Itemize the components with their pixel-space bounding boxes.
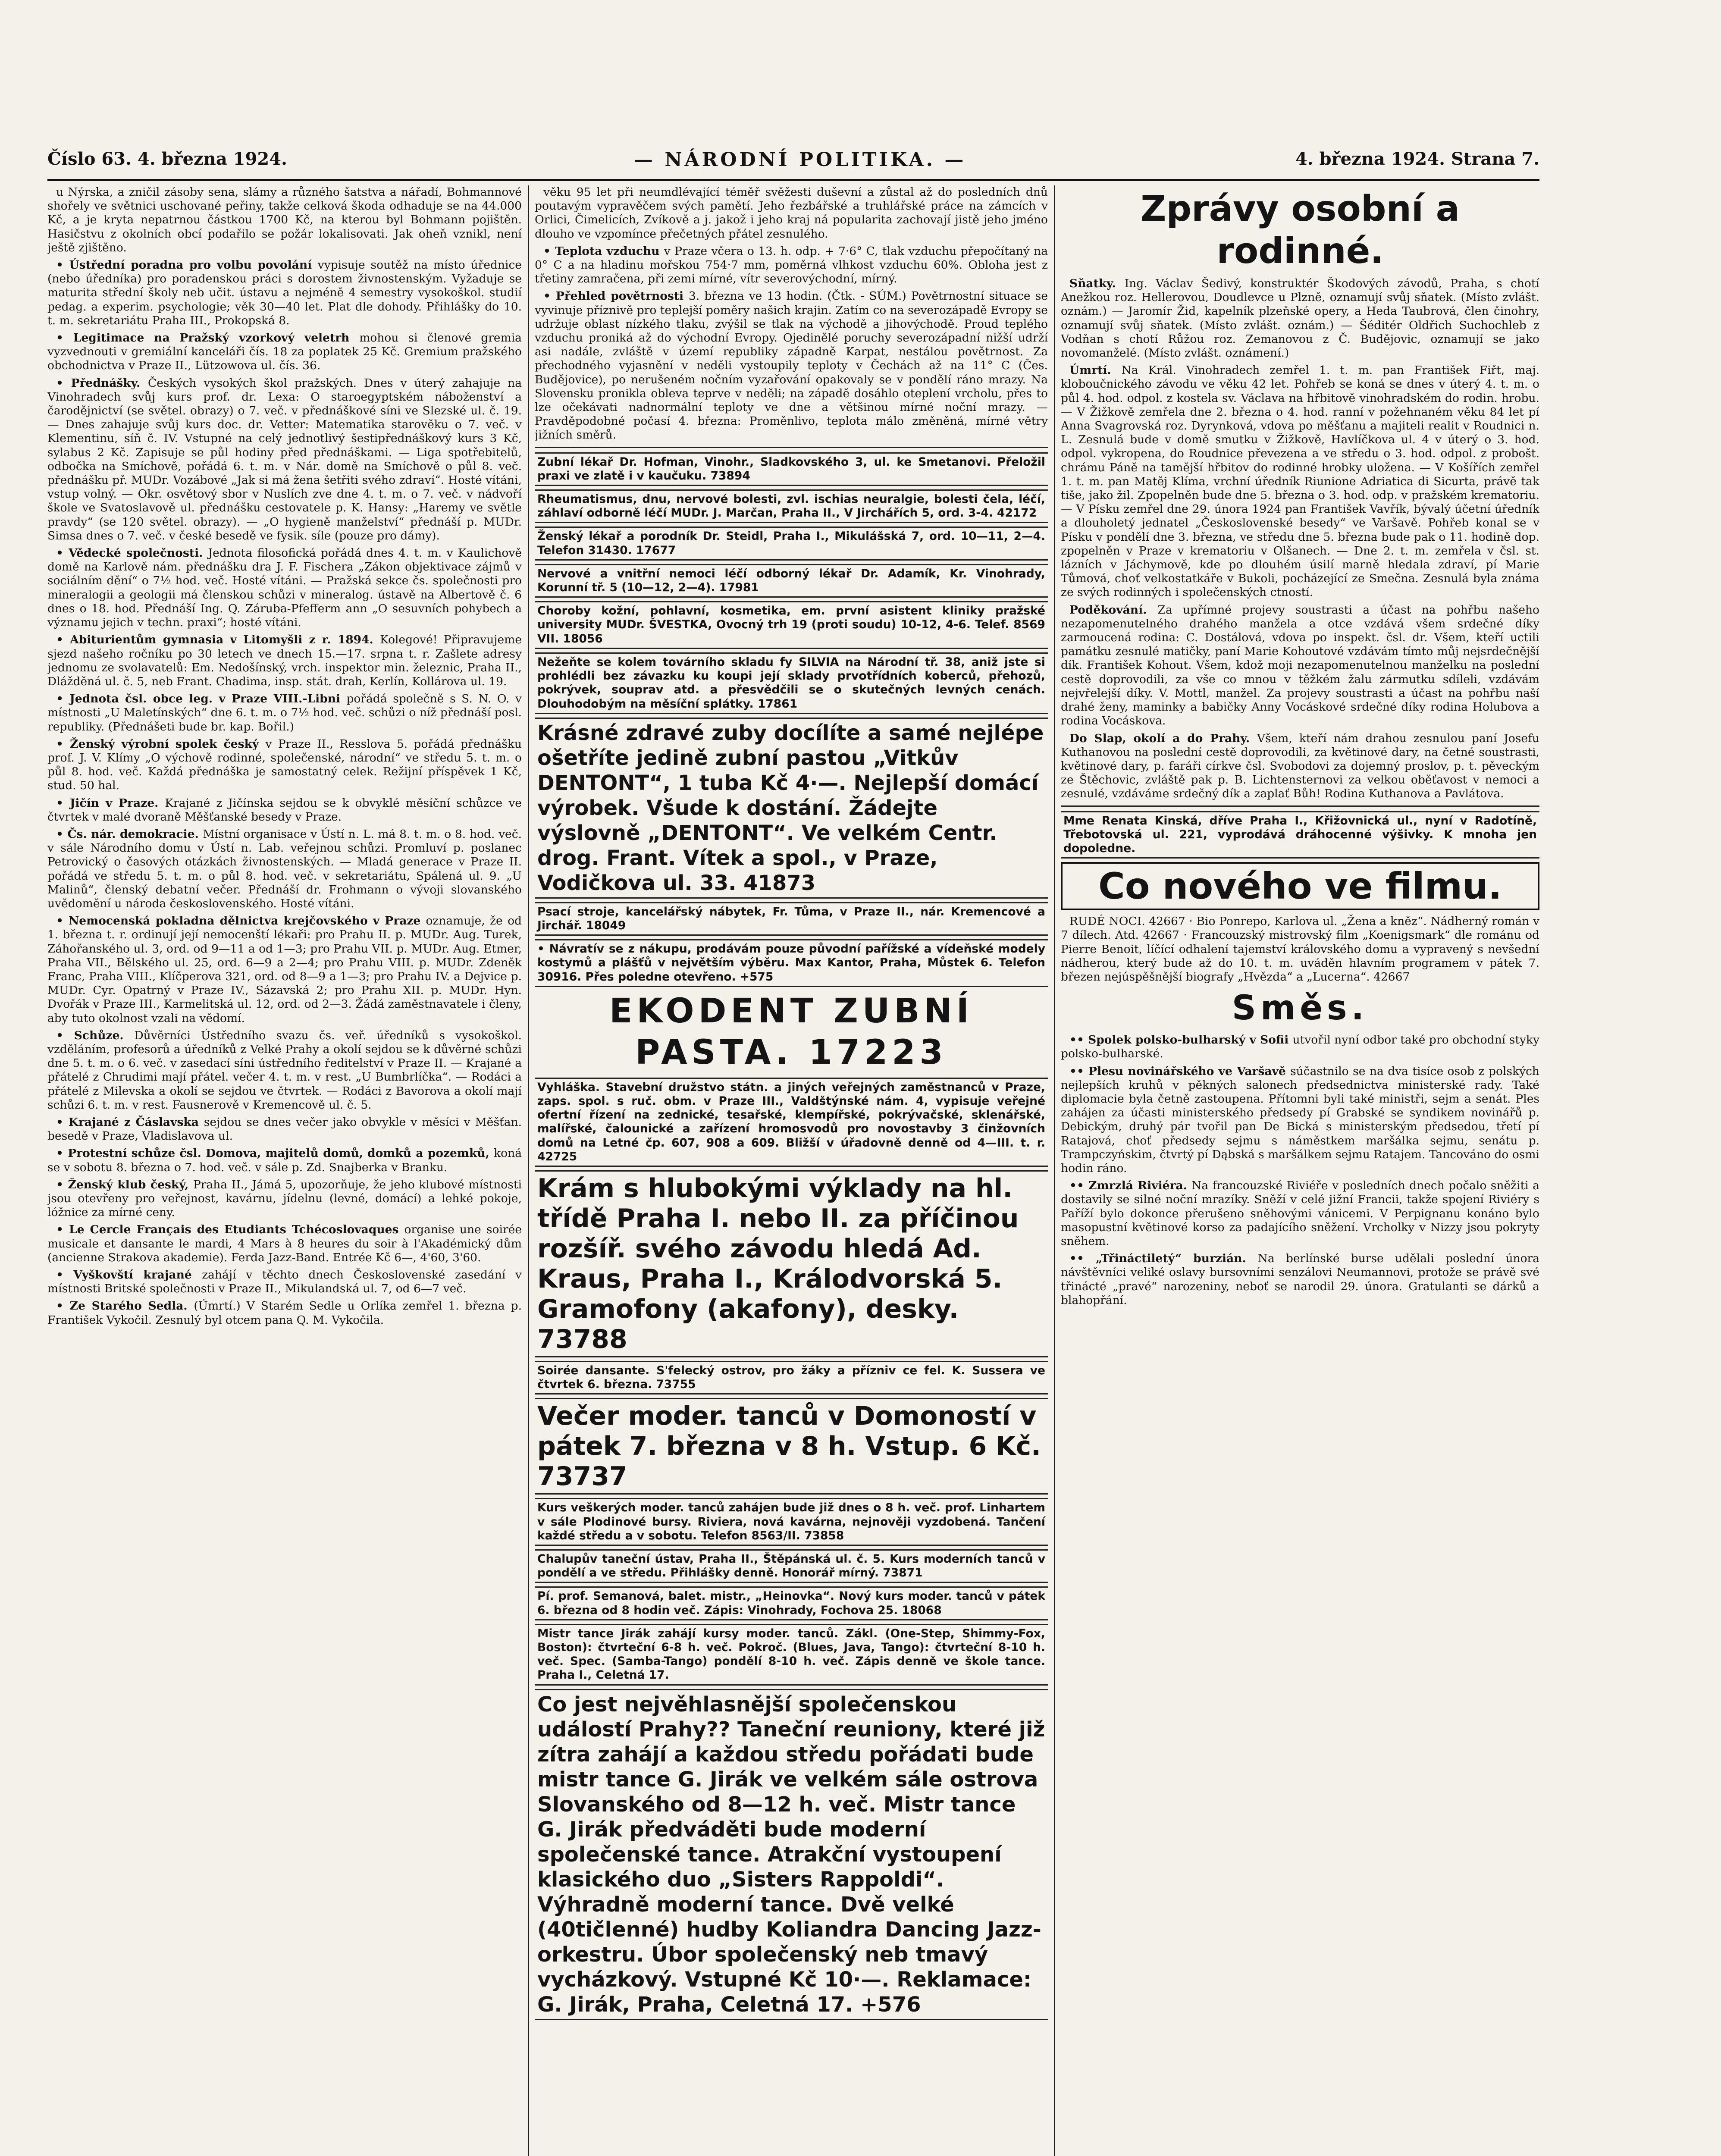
advertisement	[535, 652, 1048, 714]
advertisement	[535, 1586, 1048, 1620]
advertisement	[535, 1078, 1048, 1167]
column-right	[1061, 185, 1539, 2156]
article-text: Místní organisace v Ústí n. L. má 8. t. m. o 8. hod. več. v sále Národního domu v Ústí n. Lab. veřejnou schůzi. Promluví p. poslanec Petrovický o časových otázkách živnostenských. — Mladá generace v Praze II. pořádá ve středu 5. t. m. o půl 8. hod. več. v sekretariátu, Spálená ul. 9. „U Malinů“, členský debatní večer. Přednáší dr. Frohmann o vývoji slovanského uvědomění u národa československého. Hosté vítáni.	[47, 827, 522, 910]
column-rule	[528, 185, 529, 2156]
article-lead: Úmrtí.	[1069, 364, 1122, 377]
column-rule	[1054, 185, 1055, 2156]
article-item	[1061, 1252, 1539, 1307]
article-text: (Úmrtí.) V Starém Sedle u Orlíka zemřel 1. března p. František Vykočil. Zesnulý byl otcem pana Q. M. Vykočila.	[47, 1299, 522, 1327]
advertisement-large	[535, 1398, 1048, 1495]
article-text: Všem, kteří nám drahou zesnulou paní Josefu Kuthanovou na poslední cestě doprovodili, za květinové dary, na četné soustrasti, květinové dary, p. faráři církve čsl. Svobodovi za dojemný proslov, p. t. pěveckým ze Štěchovic, zvláště pak p. B. Lichtensternovi za velkou oběťavost v nemoci a zesnulé, vzdáváme srdečný dík a zaplať Bůh! Rodina Kuthanova a Pavlátova.	[1061, 731, 1539, 801]
section-heading	[1061, 862, 1539, 910]
article-item	[1061, 732, 1539, 801]
article-text: Na berlínské burse udělali poslední února návštěvníci veliké oslavy bursovními senzálovi Neumannovi, protože se právě své třinácté „pravé“ narozeniny, neboť se narodil 29. února. Gratulanti se dárků a blahopřání.	[1061, 1252, 1539, 1307]
article-item	[1061, 1065, 1539, 1176]
article-item	[1061, 277, 1539, 360]
article-lead: • Teplota vzduchu	[543, 244, 664, 258]
article-text: organise une soirée musicale et dansante le mardi, 4 Mars à 8 heures du soir à l'Akadémický dům (ancienne Strakova akademie). Ferda Jazz-Band. Entrée Kč 6—, 4'60, 3'60.	[47, 1223, 522, 1264]
advertisement	[535, 564, 1048, 598]
article-text: vypisuje soutěž na místo úřednice (nebo úředníka) pro poradenskou práci s dorostem živnostenským. Vyžaduje se maturita střední školy neb učit. ústavu a nejméně 4 semestry vysokoškol. studií pedag. a experim. psychologie; věk 30—40 let. Plat dle dohody. Přihlášky do 10. t. m. sekretariátu Praha III., Prokopská 8.	[47, 258, 522, 327]
article-text: mohou si členové gremia vyzvednouti v gremiální kanceláři čís. 18 za poplatek 25 Kč. Gremium pražského obchodnictva v Praze II., Lützowova ul. čís. 36.	[47, 331, 522, 373]
article-text: Na Král. Vinohradech zemřel 1. t. m. pan František Fiřt, maj. kloboučnického závodu ve věku 42 let. Pohřeb se koná se dnes v úterý 4. t. m. o půl 4. hod. odpol. z kostela sv. Václava na hřbitově vinohradském do rodin. hrobu. — V Žižkově zemřela dne 2. března o 4. hod. ranní v požehnaném věku 84 let pí Anna Svagrovská roz. Dyrynková, vdova po měšťanu a majiteli realit v Roudnici n. L. Zesnulá bude v domě smutku v Žižkově, Havlíčkova ul. 4 v úterý o 3. hod. odpol. vykropena, do Roudnice převezena a ve středu o 3. hod. odpol. z probošt. chrámu Páně na tamější hřbitov do rodinné hrobky uložena. — V Košířích zemřel 1. t. m. pan Matěj Klíma, vrchní úředník Riunione Adriatica di Sicurta, právě tak tiše, jako žil. Zpopelněn bude dne 5. března o 3. hod. odp. v pražském krematoriu. — V Písku zemřel dne 29. února 1924 pan František Vavřík, bývalý účetní úředník a dlouholetý jednatel „Československé besedy“ ve Varšavě. Pohřeb konal se v Písku v pondělí dne 3. března, ve středu dne 5. března bude pak o 11. hodině dop. zpopelněn v Praze v krematoriu v Olšanech. — Dne 2. t. m. zemřela v čsl. st. lázních v Jáchymově, kde po dlouhém úsilí marně hledala zdraví, pí Marie Tůmová, choť velkostatkáře v Bukoli, pocházející ze Smečna. Zesnulá byla známa ze svých rodinných i společenských ctností.	[1061, 364, 1539, 599]
article-item	[47, 1223, 522, 1265]
article-lead: • Přehled povětrnosti	[543, 289, 689, 303]
article-text: Rheumatismus, dnu, nervové bolesti, zvl. ischias neuralgie, bolesti čela, léčí, záhlaví odborně léčí MUDr. J. Marčan, Praha II., V Jirchářích 5, ord. 3-4. 42172	[537, 492, 1045, 520]
article-text: věku 95 let při neumdlévající téměř svěžesti duševní a zůstal až do posledních dnů poutavým vypravěčem svých pamětí. Jeho řezbářské a truhlářské práce na zámcích v Orlici, Čimelicích, Zvíkově a j. jakož i jeho kraj ná popularita zachovají jistě jeho jméno dlouho ve vzpomínce přečetných přátel zesnulého.	[535, 185, 1048, 241]
page-header	[47, 149, 1539, 181]
article-text: • Návratív se z nákupu, prodávám pouze původní pařížské a vídeňské modely kostymů a plášťů v největším výběru. Max Kantor, Praha, Můstek 6. Telefon 30916. Přes poledne otevřeno. +575	[537, 942, 1045, 984]
article-text: Zprávy osobní a rodinné.	[1141, 188, 1460, 272]
article-item	[535, 185, 1048, 241]
article-lead: • Legitimace na Pražský vzorkový veletrh	[56, 331, 360, 345]
article-lead: Poděkování.	[1069, 603, 1158, 617]
article-text: Mistr tance Jirák zahájí kursy moder. tanců. Zákl. (One-Step, Shimmy-Fox, Boston): čtvrteční 6-8 h. več. Pokroč. (Blues, Java, Tango): čtvrteční 8-10 h. več. Spec. (Samba-Tango) pondělí 8-10 h. več. Zápis denně ve škole tance. Praha I., Celetná 17.	[537, 1626, 1045, 1682]
section-divider	[1061, 805, 1539, 807]
article-item	[47, 1147, 522, 1174]
article-item	[47, 827, 522, 911]
article-lead: • Abiturientům gymnasia v Litomyšli z r. 1894.	[56, 633, 380, 647]
article-lead: • Vyškovští krajané	[56, 1268, 202, 1282]
article-lead: • Krajané z Čáslavska	[56, 1116, 204, 1129]
article-text: Večer moder. tanců v Domoností v pátek 7. března v 8 h. Vstup. 6 Kč. 73737	[537, 1401, 1041, 1492]
article-text: Chalupův taneční ústav, Praha II., Štěpánská ul. č. 5. Kurs moderních tanců v pondělí a ve středu. Přihlášky denně. Honorář mírný. 73871	[537, 1552, 1045, 1580]
advertisement-large	[535, 1170, 1048, 1357]
article-text: Směs.	[1232, 989, 1369, 1028]
article-lead: • Ústřední poradna pro volbu povolání	[56, 258, 318, 272]
article-lead: • Čs. nár. demokracie.	[56, 827, 203, 841]
article-text: Nežeňte se kolem továrního skladu fy SILVIA na Národní tř. 38, aniž jste si prohlédli bez závazku ku koupi její sklady prvotřídních koberců, přehozů, pokrývek, souprav atd. a přesvědčili se o skutečných levných cenách. Dlouhodobým na měsíční splátky. 17861	[537, 655, 1045, 711]
article-lead: • Le Cercle Français des Etudiants Tchécoslovaques	[56, 1223, 404, 1237]
article-item	[47, 1299, 522, 1327]
article-text: Na francouzské Riviéře v posledních dnech počalo sněžiti a dostavily se silné noční mrazíky. Sněží v celé jižní Francii, takže spojení Riviéry s Paříží bylo dokonce přerušeno sněhovými vánicemi. V Perpignanu konáno bylo masopustní květinové korso za padajícího sněžení. Vrcholky v Nizzy jsou pokryty sněhem.	[1061, 1179, 1539, 1248]
article-text: Kolegové! Připravujeme sjezd našeho ročníku po 30 letech ve dnech 15.—17. srpna t. r. Zašlete adresy jednomu ze svolavatelů: Em. Nedošínský, vrch. inspektor min. železnic, Praha II., Dlážděná ul. č. 5, neb Frant. Chadima, insp. stát. drah, Kerlín, Kollárova ul. 19.	[47, 633, 522, 688]
article-text: Krásné zdravé zuby docílíte a samé nejlépe ošetříte jedině zubní pastou „Vitkův DENTONT“, 1 tuba Kč 4·—. Nejlepší domácí výrobek. Všude k dostání. Žádejte výslovně „DENTONT“. Ve velkém Centr. drog. Frant. Vítek a spol., v Praze, Vodičkova ul. 33. 41873	[537, 721, 1044, 895]
article-text: v Praze včera o 13. h. odp. + 7·6° C, tlak vzduchu přepočítaný na 0° C a na hladinu mořskou 754·7 mm, poměrná vlhkost vzduchu 60%. Oblohа jest z třetiny zamračena, při zemi mírné, vítr severovýchodní, mírný.	[535, 244, 1048, 286]
article-item	[1061, 1179, 1539, 1248]
article-text: Českých vysokých škol pražských. Dnes v úterý zahajuje na Vinohradech svůj kurs prof. dr. Lexa: O staroegyptském náboženství a čarodějnictví (se světel. obrazy) o 7. več. v přednáškové síni ve Slezské ul. č. 19. — Dnes zahajuje svůj kurs doc. dr. Vetter: Matematika starověku o 7. več. v Klementinu, síň č. IV. Vstupné na celý jednotlivý šestipřednáškový kurs 3 Kč, sylabus 2 Kč. Zapisuje se půl hodiny před přednáškami. — Liga spotřebitelů, odbočka na Smíchově, pořádá 6. t. m. v Nár. domě na Smíchově o půl 8. več. přednášku př. MUDr. Vozábové „Jak si má žena šetřiti svého zdraví“. Hosté vítáni, vstup volný. — Okr. osvětový sbor v Nuslích zve dne 4. t. m. o 7. več. v nádvoří škole ve Svatoslavově ul. přednášku cestovatele p. K. Hansy: „Haremy ve světle pravdy“ (se 120 světel. obrazy). — „O hygieně manželství“ přednáší p. MUDr. Simsa dnes o 7. več. v české besedě ve fysik. síle (pouze pro dámy).	[47, 376, 522, 542]
article-lead: Do Slap, okolí a do Prahy.	[1069, 731, 1257, 745]
article-lead: •• Plesu novinářského ve Varšavě	[1069, 1064, 1291, 1078]
article-text: Praha II., Jámá 5, upozorňuje, že jeho klubové místnosti jsou otevřeny pro veřejnost, kavárnu, jídelnu (levné, domácí) a lehké pokoje, lóžnice za mírné ceny.	[47, 1178, 522, 1219]
article-lead: •• Spolek polsko-bulharský v Sofii	[1069, 1033, 1293, 1047]
article-item	[47, 1178, 522, 1220]
article-lead: • Ženský výrobní spolek český	[56, 737, 266, 751]
date-page-number: 4. března 1924. Strana 7.	[1295, 149, 1539, 169]
article-lead: • Přednášky.	[56, 376, 148, 390]
article-item	[47, 633, 522, 689]
article-item	[535, 244, 1048, 286]
section-heading	[1061, 987, 1539, 1029]
article-item	[47, 796, 522, 824]
article-item	[47, 331, 522, 373]
article-text: Mme Renata Kinská, dříve Praha I., Křižovnická ul., nyní v Radotíně, Třebotovská ul. 221, vyprodává dráhocenné výšivky. K mnoha jen dopoledne.	[1063, 814, 1537, 855]
article-item	[47, 185, 522, 255]
section-heading	[1061, 188, 1539, 273]
advertisement	[535, 601, 1048, 649]
article-item	[47, 546, 522, 630]
article-lead: • Jičín v Praze.	[56, 796, 165, 810]
article-text: Za upřímné projevy soustrasti a účast na pohřbu našeho nezapomenutelného drahého manžela a otce vzdává všem srdečné díky zarmoucená rodina: C. Dostálová, vdova po inspekt. čsl. dr. Všem, kteří uctili památku zesnulé matičky, paní Marie Kohoutové vzdávám tímto můj nejsrdečnější dík. František Kohout. Všem, kdož moji nezapomenutelnou manželku na poslední cestě doprovodili, za vše co mnou v těžkém žalu zármutku sdíleli, vzdávám nejvřelejší díky. V. Mottl, manžel. Za projevy soustrasti a účast na pohřbu naší drahé ženy, maminky a babičky Anny Vocáskové srdečné díky rodina Holubova a rodina Vocáskova.	[1061, 603, 1539, 728]
article-text: u Nýrska, a zničil zásoby sena, slámy a různého šatstva a nářadí, Bohmannové shořely ve světnici uschované peřiny, takže celková škoda odhaduje se na 44.000 Kč, a je kryta nepatrnou částkou 1700 Kč, na kterou byl Bohmann pojištěn. Hasičstvu z okolních obcí podařilo se požár lokalisovati. Jak oheň vznikl, není ještě zjištěno.	[47, 185, 522, 254]
article-lead: • Jednota čsl. obce leg. v Praze VIII.-Libni	[56, 692, 347, 706]
article-item	[1061, 603, 1539, 728]
article-text: RUDÉ NOCI. 42667 · Bio Ponrepo, Karlova ul. „Žena a kněz“. Nádherný román v 7 dílech. Atd. 42667 · Francouzský mistrovský film „Koenigsmark“ dle románu od Pierre Benoit, líčící odhalení tajemství královského domu a vypravený s nevšední nádherou, který bude až do 10. t. m. uváděn hlavním programem v pátek 7. březen nejúspěšnější biografy „Hvězda“ a „Lucerna“. 42667	[1061, 915, 1539, 984]
article-item	[47, 692, 522, 734]
article-text: sejdou se dnes večer jako obvykle v měsíci v Měšťan. besedě v Praze, Vladislavova ul.	[47, 1116, 522, 1143]
advertisement	[535, 489, 1048, 523]
advertisement	[535, 902, 1048, 936]
article-lead: •• Zmrzlá Riviéra.	[1069, 1179, 1192, 1193]
article-text: Soirée dansante. S'felecký ostrov, pro žáky a přízniv ce fel. K. Sussera ve čtvrtek 6. března. 73755	[537, 1363, 1045, 1391]
advertisement-large	[535, 718, 1048, 899]
article-item	[47, 737, 522, 793]
advertisement	[535, 1498, 1048, 1546]
article-item	[47, 258, 522, 328]
article-text: Jednota filosofická pořádá dnes 4. t. m. v Kaulichově domě na Karlově nám. přednášku dra J. F. Fischera „Zákon objektivace zájmů v sociálním dění“ o 7½ hod. več. Hosté vítáni. — Pražská sekce čs. společnosti pro mineralogii a geologii má členskou schůzi v mineralog. ústavě na Albertově č. 6 dnes o 18. hod. Přednáší Ing. Q. Záruba-Pfefferm ann „O sesuvních pohybech a významu jejich v techn. praxi“; hosté vítáni.	[47, 546, 522, 630]
article-text: EKODENT ZUBNÍ PASTA. 17223	[609, 991, 973, 1072]
advertisement	[535, 526, 1048, 560]
article-lead: • Schůze.	[56, 1028, 135, 1042]
article-text: koná se v sobotu 8. března o 7. hod. več. v sále p. Zd. Snajberka v Branku.	[47, 1147, 522, 1174]
article-item	[47, 1268, 522, 1296]
article-text: Co jest nejvěhlasnější společenskou událostí Prahy?? Taneční reuniony, které již zítra zahájí a každou středu pořádati bude mistr tance G. Jirák ve velkém sále ostrova Slovanského od 8—12 h. več. Mistr tance G. Jirák předváděti bude moderní společenské tance. Atrakční vystoupení klasického duo „Sisters Rappoldi“. Výhradně moderní tance. Dvě velké (40tičlenné) hudby Koliandra Dancing Jazz-orkestru. Úbor společenský neb tmavý vycházkový. Vstupné Kč 10·—. Reklamace: G. Jirák, Praha, Celetná 17. +576	[537, 1692, 1045, 2017]
article-lead: • Vědecké společnosti.	[56, 546, 208, 560]
article-lead: • Ze Starého Sedla.	[56, 1299, 194, 1313]
article-text: Zubní lékař Dr. Hofman, Vinohr., Sladkovského 3, ul. ke Smetanovi. Přeložil praxi ve zlatě i v kaučuku. 73894	[537, 455, 1045, 483]
advertisement	[535, 1624, 1048, 1686]
article-text: pořádá společně s S. N. O. v místnosti „U Maletínských“ dne 6. t. m. o 7½ hod. več. schůzi o níž přednáší posl. republiky. (Přednášeti bude br. kap. Bořil.)	[47, 692, 522, 733]
advertisement	[535, 1549, 1048, 1583]
article-item	[47, 1116, 522, 1143]
issue-number: Číslo 63. 4. března 1924.	[47, 149, 287, 169]
advertisement	[535, 452, 1048, 486]
advertisement	[535, 1361, 1048, 1395]
article-text: oznamuje, že od 1. března t. r. ordinují její nemocenští lékaři: pro Prahu II. p. MUDr. Aug. Turek, Záhořanského ul. 3, ord. od 9—11 a od 1—3; pro Prahu VII. p. MUDr. Aug. Etmer, Praha VII., Bělského ul. 25, ord. 6—9 a 2—4; pro Prahu VIII. p. MUDr. Zdeněk Franc, Praha VIII., Klíčperova 321, ord. od 8—9 a 1—3; pro Prahu IV. a Dejvice p. MUDr. Cyr. Opatrný v Praze IV., Sázavská 2; pro Prahu XII. p. MUDr. Hyn. Dvořák v Praze III., Karmelitská ul. 12, ord. od 2—3. Žádá zaměstnavatele i členy, aby tuto okolnost vzali na vědomí.	[47, 914, 522, 1025]
advertisement-banner	[535, 990, 1048, 1073]
advertisement	[1061, 811, 1539, 859]
column-middle	[535, 185, 1048, 2156]
article-item	[1061, 915, 1539, 984]
article-text: Krám s hlubokými výklady na hl. třídě Praha I. nebo II. za příčinou rozšíř. svého závodu hledá Ad. Kraus, Praha I., Králodvorská 5. Gramofony (akafony), desky. 73788	[537, 1173, 1019, 1354]
article-item	[47, 914, 522, 1025]
masthead-title: — NÁRODNÍ POLITIKA. —	[634, 149, 966, 171]
article-lead: •• „Třináctiletý“ burzián.	[1069, 1252, 1258, 1266]
article-text: v Praze II., Resslova 5. pořádá přednášku prof. J. V. Klímy „O výchově rodinné, společenské, národní“ ve středu 5. t. m. o půl 8. hod. več. Každá přednáška je samostatný celek. Režijní příspěvek 1 Kč, stud. 50 hal.	[47, 737, 522, 793]
article-item	[1061, 1033, 1539, 1061]
article-text: súčastnilo se na dva tisíce osob z polských nejlepších kruhů v pěkných salonech předsednictva ministerské rady. Také diplomacie byla četně zastoupena. Přítomni byli také ministři, sejm a senát. Ples zahájen za účasti ministerského předsedy pí Grabské se syndikem novinářů p. Debickým, druhý pár tvořil pan De Bická s ministerským předsedou, třetí pí Ratajová, choť předsedy sejmu s náměstkem maršálka sejmu, senátu p. Trampczyńskim, čtvrtý pí Dąbská s maršálkem sejmu Ratajem. Tancováno do osmi hodin ráno.	[1061, 1064, 1539, 1175]
advertisement	[535, 939, 1048, 987]
advertisement-large	[535, 1689, 1048, 2020]
article-text: Ženský lékař a porodník Dr. Steidl, Praha I., Mikulášská 7, ord. 10—11, 2—4. Telefon 31430. 17677	[537, 530, 1045, 557]
article-item	[1061, 364, 1539, 599]
article-text: Nervové a vnitřní nemoci léčí odborný lékař Dr. Adamík, Kr. Vinohrady, Korunní tř. 5 (10—12, 2—4). 17981	[537, 567, 1045, 595]
article-text: utvořil nyní odbor také pro obchodní styky polsko-bulharské.	[1061, 1033, 1539, 1061]
article-item	[535, 289, 1048, 442]
article-text: Choroby kožní, pohlavní, kosmetika, em. první asistent kliniky pražské university MUDr. ŠVESTKA, Ovocný trh 19 (proti soudu) 10-12, 4-6. Telef. 8569 VII. 18056	[537, 604, 1045, 646]
article-text: Kurs veškerých moder. tanců zahájen bude již dnes o 8 h. več. prof. Linhartem v sále Plodinové bursy. Riviera, nová kavárna, nejnověji vyzdobená. Tančení každé středu a v sobotu. Telefon 8563/II. 73858	[537, 1501, 1045, 1542]
article-lead: • Ženský klub český,	[56, 1178, 193, 1191]
column-left	[47, 185, 522, 2156]
article-text: zahájí v těchto dnech Československé zasedání v místnosti Britské společnosti v Praze II., Mikulandská ul. 7, od 6—7 več.	[47, 1268, 522, 1296]
article-text: Psací stroje, kancelářský nábytek, Fr. Tůma, v Praze II., nár. Kremencové a Jirchář. 18049	[537, 905, 1045, 932]
article-lead: Sňatky.	[1069, 277, 1125, 290]
article-text: Pí. prof. Semanová, balet. mistr., „Heinovka“. Nový kurs moder. tanců v pátek 6. března od 8 hodin več. Zápis: Vinohrady, Fochova 25. 18068	[537, 1589, 1045, 1617]
article-text: Co nového ve filmu.	[1098, 865, 1502, 908]
article-text: Důvěrníci Ústředního svazu čs. veř. úředníků s vysokoškol. vzděláním, profesorů a úředníků z Velké Prahy a okolí sejdou se k důvěrné schůzi dne 5. t. m. o 6. več. v zasedací síni ústředního ředitelství v Praze II. — Krajané a přátelé z Chrudimi mají přátel. večer 4. t. m. v rest. „U Bumbrlíčka“. — Rodáci a přátelé z Milevska a okolí se sejdou ve čtvrtek. — Rodáci z Bavorova a okolí mají schůzi 6. t. m. v rest. Fausnerově v Kremencově ul. č. 5.	[47, 1028, 522, 1112]
article-text: Krajané z Jičínska sejdou se k obvyklé měsíční schůzce ve čtvrtek v malé dvoraně Měšťanské besedy v Praze.	[47, 796, 522, 824]
section-divider	[535, 447, 1048, 448]
article-text: Vyhláška. Stavební družstvo státn. a jiných veřejných zaměstnanců v Praze, zaps. spol. s ruč. obm. v Praze III., Valdštýnské nám. 4, vypisuje veřejné ofertní řízení na zednické, tesařské, klempířské, pokrývačské, sklenářské, malířské, čalounické a zařízení hromosvodů pro novostavby 3 činžovních domů na Letné čp. 607, 908 a 609. Bližší v úřadovně denně od 4—III. t. r. 42725	[537, 1080, 1045, 1163]
article-text: 3. března ve 13 hodin. (Čtk. - SÚM.) Povětrnostní situace se vyvinuje příznivě pro teplejší poměry našich krajin. Zatím co na severozápadě Evropy se udržuje oblast nízkého tlaku, zvýšil se tlak na východě a jihovýchodě. Proud teplého vzduchu proniká až do východní Evropy. Ojedinělé poruchy severozápadní nižší udrží asi nadále, zvláště v území republiky západně Karpat, nestálou povětrnost. Za přechodného vyjasnění v neděli vystoupily teploty v Čechách až na 11° C (Čes. Budějovice), po nerušeném nočním vyzařování opakovaly se v pondělí ráno mrazy. Na Slovensku pronikla oblevа teprve v neděli; na západě dosáhlo oteplení vrcholu, přes to lze očekávati nadnormální teploty ve dne a většinou mírné noční mrazy. — Pravděpodobné počasí 4. března: Proměnlivo, teplota málo změněná, mírné větry jižních směrů.	[535, 289, 1048, 442]
article-lead: • Nemocenská pokladna dělnictva krejčovského v Praze	[56, 914, 426, 928]
article-lead: • Protestní schůze čsl. Domova, majitelů domů, domků a pozemků,	[56, 1147, 494, 1160]
article-item	[47, 376, 522, 543]
article-item	[47, 1029, 522, 1112]
article-text: Ing. Václav Šedivý, konstruktér Škodových závodů, Praha, s chotí Anežkou roz. Hellerovou, Doudlevce u Plzně, oznamují svůj sňatek. (Místo zvlášt. oznám.) — Jaromír Žid, kapelník plzeňské opery, a Heda Taubrová, člen činohry, oznamují svůj sňatek. (Místo zvlášt. oznám.) — Šéditér Oldřich Suchochleb z Vodňan s chotí Růžou roz. Zemanovou z Č. Budějovic, oznamují se jako novomanželé. (Místo zvlášt. oznámení.)	[1061, 277, 1539, 360]
